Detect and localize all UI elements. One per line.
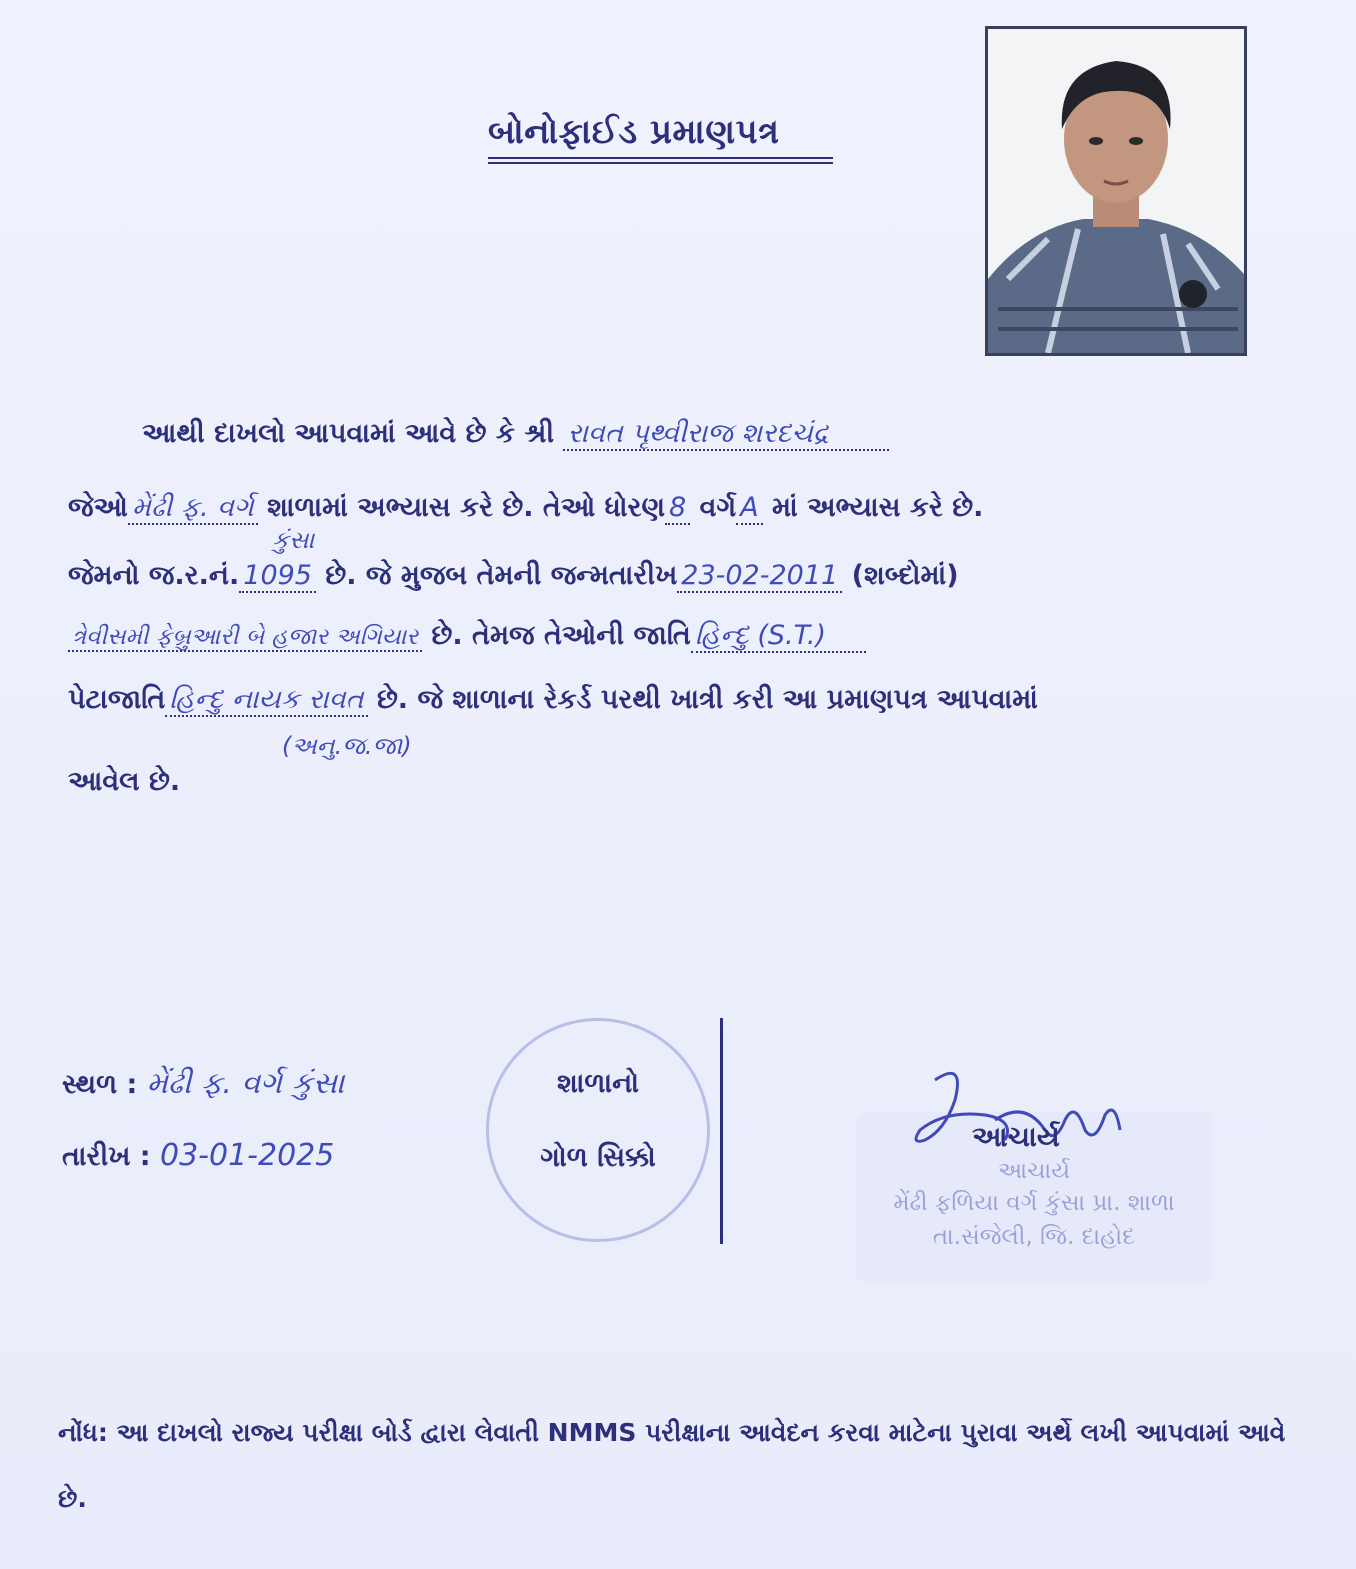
line2-mid: શાળામાં અભ્યાસ કરે છે. તેઓ ધોરણ xyxy=(267,492,666,523)
stamp-edge xyxy=(720,1018,723,1244)
line5-suffix: છે. જે શાળાના રેકર્ડ પરથી ખાત્રી કરી આ પ્રમાણપત્ર આપવામાં xyxy=(376,684,1038,715)
standard-field: 8 xyxy=(665,492,690,525)
division-field: A xyxy=(736,492,762,525)
school-name-field: મેંઢી ફ. વર્ગ xyxy=(128,492,258,525)
title-underline xyxy=(488,157,833,159)
place-value: મેંઢી ફ. વર્ગ કુંસા xyxy=(146,1066,345,1101)
line5-prefix: પેટાજાતિ xyxy=(68,684,166,715)
stamp-line-1: શાળાનો xyxy=(557,1068,639,1099)
certificate-line-2 xyxy=(68,492,983,524)
principal-title: આચાર્ય xyxy=(972,1120,1060,1153)
certificate-line-3 xyxy=(68,560,959,592)
certificate-line-4 xyxy=(68,620,866,652)
line3-suffix: (શબ્દોમાં) xyxy=(851,560,959,591)
sub-caste-field: હિન્દુ નાયક રાવત xyxy=(165,684,367,717)
seal-title: આચાર્ય xyxy=(997,1158,1071,1184)
stamp-line-2: ગોળ સિક્કો xyxy=(540,1142,656,1173)
line1-prefix: આથી દાખલો આપવામાં આવે છે કે શ્રી xyxy=(142,418,555,449)
line3-mid: છે. જે મુજબ તેમની જન્મતારીખ xyxy=(325,560,678,591)
line3-prefix: જેમનો જ.ર.નં. xyxy=(68,560,240,591)
date-value: 03-01-2025 xyxy=(160,1138,335,1173)
student-name-field: રાવત પૃથ્વીરાજ શરદચંદ્ર xyxy=(563,418,888,451)
line4-mid: છે. તેમજ તેઓની જાતિ xyxy=(431,620,691,651)
date-label: તારીખ : xyxy=(62,1141,151,1172)
certificate-line-5 xyxy=(68,684,1038,716)
sub-caste-extra: (અનુ.જ.જા) xyxy=(282,732,412,760)
stamp-circle xyxy=(486,1018,710,1242)
date-row xyxy=(62,1138,334,1173)
birth-date-field: 23-02-2011 xyxy=(677,560,842,593)
birth-date-words-field: ત્રેવીસમી ફેબ્રુઆરી બે હજાર અગિયાર xyxy=(68,624,422,652)
certificate-line-6: આવેલ છે. xyxy=(68,766,181,797)
note-text: નોંધ: આ દાખલો રાજ્ય પરીક્ષા બોર્ડ દ્વારા લેવાતી NMMS પરીક્ષાના આવેદન કરવા માટેના પુરાવા અર્થે લખી આપવામાં આવે છે. xyxy=(58,1418,1286,1513)
place-label: સ્થળ : xyxy=(62,1069,138,1100)
certificate-line-1 xyxy=(142,418,889,450)
line2-suffix: માં અભ્યાસ કરે છે. xyxy=(772,492,984,523)
certificate-title: બોનોફાઈડ પ્રમાણપત્ર xyxy=(488,112,780,152)
line2-prefix: જેઓ xyxy=(68,492,128,523)
register-no-field: 1095 xyxy=(239,560,316,593)
school-name-extra: કુંસા xyxy=(272,526,315,554)
place-row xyxy=(62,1066,344,1101)
line2-mid2: વર્ગ xyxy=(699,492,737,523)
caste-field: હિન્દુ (S.T.) xyxy=(691,620,866,653)
school-stamp-area xyxy=(486,1018,724,1244)
student-photo xyxy=(985,26,1247,356)
seal-school: મેંઢી ફળિયા વર્ગ કુંસા પ્રા. શાળા xyxy=(893,1190,1175,1216)
seal-place: તા.સંજેલી, જિ. દાહોદ xyxy=(932,1224,1136,1250)
